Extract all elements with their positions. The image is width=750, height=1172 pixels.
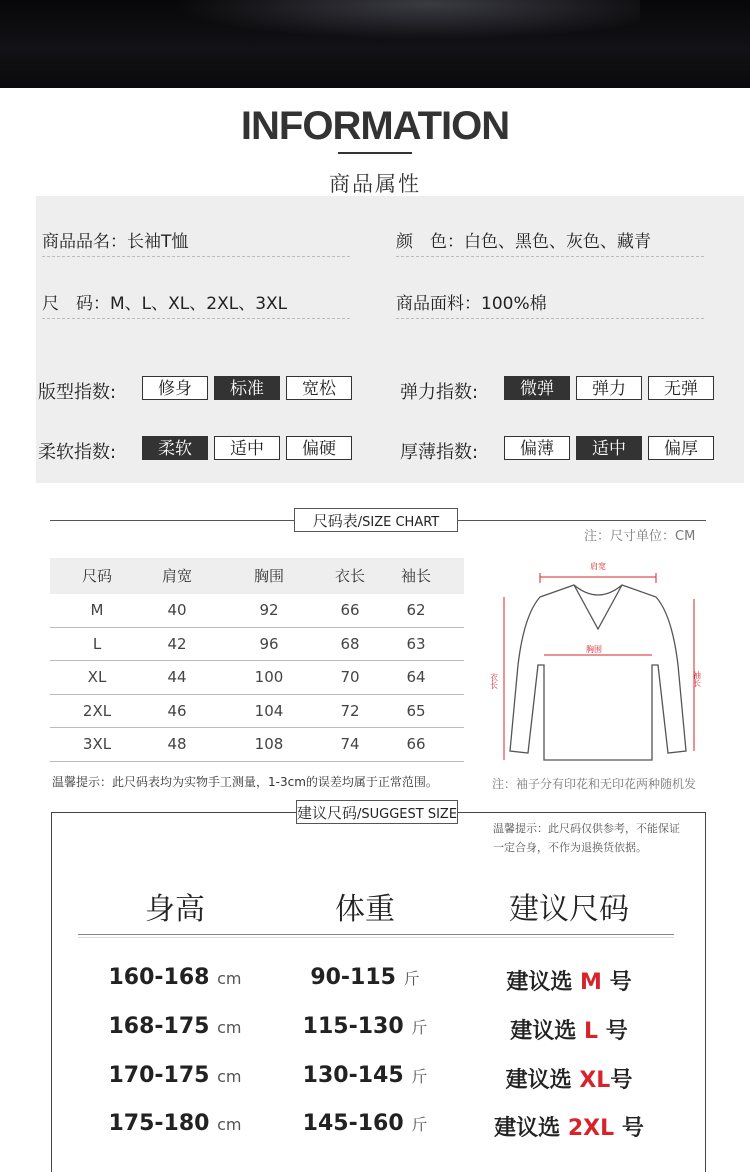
suggested-size-value: 建议选 XL号	[505, 1068, 633, 1093]
table-cell: 65	[406, 701, 426, 720]
table-cell: 96	[259, 634, 279, 653]
table-cell: 66	[406, 735, 426, 754]
height-value: 175-180 cm	[108, 1111, 242, 1136]
table-cell: 62	[406, 601, 426, 619]
table-cell: 70	[340, 668, 360, 687]
table-row	[50, 594, 464, 628]
length-label: 衣长	[490, 673, 499, 689]
table-cell: 66	[340, 601, 360, 619]
softness-option-medium: 适中	[214, 436, 280, 460]
softness-option-hard: 偏硬	[286, 436, 352, 460]
top-banner-image	[0, 0, 750, 88]
table-cell: 92	[259, 601, 279, 619]
sleeve-label: 袖长	[692, 671, 702, 687]
suggested-size-value: 建议选 L 号	[510, 1019, 628, 1044]
suggest-note-line2: 一定合身，不作为退换货依据。	[493, 841, 647, 854]
stretch-option-none: 无弹	[648, 376, 714, 400]
height-header: 身高	[145, 892, 205, 927]
stretch-option-elastic: 弹力	[576, 376, 642, 400]
height-value: 170-175 cm	[108, 1063, 242, 1088]
thickness-option-thin: 偏薄	[504, 436, 570, 460]
weight-value: 115-130 斤	[302, 1014, 428, 1039]
divider	[42, 256, 350, 257]
column-header: 衣长	[334, 567, 365, 585]
height-value: 160-168 cm	[108, 965, 242, 990]
table-cell: 40	[167, 601, 187, 619]
divider	[78, 934, 674, 935]
softness-index-label: 柔软指数:	[38, 442, 117, 463]
divider	[42, 318, 350, 319]
suggest-size-heading	[296, 800, 458, 824]
size-chart-title-en: /SIZE CHART	[357, 515, 440, 530]
divider	[78, 937, 674, 938]
table-cell: M	[90, 601, 104, 619]
table-cell: 46	[167, 701, 187, 720]
table-cell: 44	[167, 668, 187, 687]
table-cell: 63	[406, 634, 426, 653]
suggest-note-line1: 温馨提示：此尺码仅供参考，不能保证	[493, 822, 680, 835]
chest-label: 胸围	[586, 645, 602, 654]
table-row	[50, 695, 464, 729]
divider	[396, 256, 704, 257]
fit-option-standard: 标准	[214, 376, 280, 400]
product-color: 颜 色：白色、黑色、灰色、藏青	[396, 232, 651, 252]
garment-measurement-diagram	[490, 555, 706, 770]
table-row	[50, 728, 464, 762]
product-size: 尺 码：M、L、XL、2XL、3XL	[42, 294, 288, 314]
weight-value: 130-145 斤	[302, 1063, 428, 1088]
title-underline	[338, 152, 412, 154]
table-cell: 64	[406, 668, 426, 687]
section-subtitle: 商品属性	[329, 172, 421, 196]
size-table	[50, 558, 464, 762]
table-row	[50, 628, 464, 662]
table-cell: L	[92, 634, 102, 653]
column-header: 胸围	[253, 567, 284, 585]
table-cell: 108	[254, 735, 284, 754]
table-cell: 2XL	[82, 701, 112, 720]
table-cell: 72	[340, 701, 360, 720]
diagram-note: 注：袖子分有印花和无印花两种随机发	[492, 777, 697, 791]
weight-value: 90-115 斤	[310, 965, 420, 990]
divider	[50, 520, 294, 521]
garment-collar	[574, 585, 622, 629]
table-cell: XL	[87, 668, 107, 687]
size-table-header	[50, 558, 464, 594]
size-table-tip: 温馨提示：此尺码表均为实物手工测量，1-3cm的误差均属于正常范围。	[52, 775, 438, 789]
stretch-index-label: 弹力指数:	[400, 382, 479, 403]
table-cell: 3XL	[82, 735, 112, 754]
stretch-option-slight: 微弹	[504, 376, 570, 400]
garment-outline	[510, 585, 686, 760]
suggested-size-header: 建议尺码	[509, 892, 629, 927]
table-cell: 68	[340, 634, 360, 653]
unit-note: 注：尺寸单位：CM	[584, 529, 696, 544]
table-cell: 74	[340, 735, 360, 754]
divider	[458, 520, 706, 521]
fit-option-slim: 修身	[142, 376, 208, 400]
table-row	[50, 661, 464, 695]
table-cell: 104	[254, 701, 284, 720]
section-title: INFORMATION	[240, 104, 510, 148]
size-chart-title-cn: 尺码表	[312, 512, 358, 530]
fit-option-loose: 宽松	[286, 376, 352, 400]
product-fabric: 商品面料：100%棉	[396, 294, 547, 314]
thickness-option-medium: 适中	[576, 436, 642, 460]
thickness-index-label: 厚薄指数:	[400, 442, 479, 463]
table-cell: 42	[167, 634, 187, 653]
fit-index-label: 版型指数:	[38, 382, 117, 403]
table-cell: 48	[167, 735, 187, 754]
size-chart-heading	[294, 508, 458, 532]
suggest-title-en: /SUGGEST SIZE	[357, 807, 458, 822]
column-header: 袖长	[400, 567, 431, 585]
divider	[396, 318, 704, 319]
weight-value: 145-160 斤	[302, 1111, 428, 1136]
suggest-title-cn: 建议尺码	[297, 804, 358, 822]
column-header: 肩宽	[161, 567, 192, 585]
suggested-size-value: 建议选 2XL 号	[494, 1116, 644, 1141]
weight-header: 体重	[335, 892, 395, 927]
table-cell: 100	[254, 668, 284, 687]
softness-option-soft: 柔软	[142, 436, 208, 460]
height-value: 168-175 cm	[108, 1014, 242, 1039]
suggested-size-value: 建议选 M 号	[506, 970, 632, 995]
shoulder-label: 肩宽	[590, 562, 606, 571]
product-name: 商品品名：长袖T恤	[42, 232, 189, 252]
column-header: 尺码	[81, 567, 112, 585]
thickness-option-thick: 偏厚	[648, 436, 714, 460]
